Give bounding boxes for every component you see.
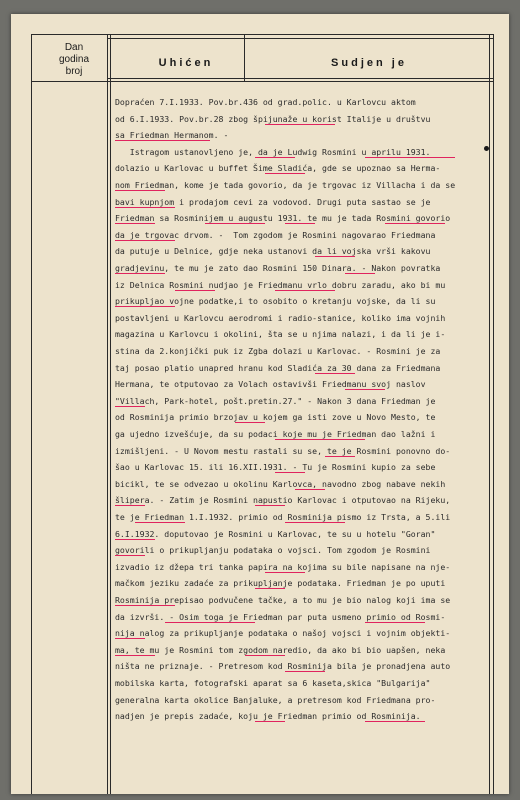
typed-line: 6.I.1932. doputovao je Rosmini u Karlovac, te su u hotelu "Goran" [115,528,436,539]
red-pencil-underline [115,273,165,274]
red-pencil-underline [365,157,455,158]
red-pencil-underline [175,290,215,291]
typed-line: nom Friedman, kome je tada govorio, da je trgovac iz Villacha i da se [115,180,456,190]
red-pencil-underline [255,721,285,722]
typed-line: mobilska karta, fotografski aparat sa 6 kaseta,skica "Bulgarija" [115,678,431,688]
header-godina-line: godina [58,54,90,65]
red-pencil-underline [295,489,325,490]
column-header-sudjen: Sudjen je [331,57,407,69]
typed-line: da putuje u Delnice, gdje neka ustanovi da li vojska vrši kakovu [115,246,431,257]
typed-line: Rosminija prepisao podvučene tačke, a to mu je bio nalog koji ima se [115,595,451,605]
typed-line: ga ujedno izvešćuje, da su podaci koje mu je Friedman dao lažni i [115,429,436,439]
red-pencil-underline [115,306,175,307]
typed-line: sa Friedman Hermanom. - [115,130,229,141]
red-pencil-underline [365,721,425,722]
red-pencil-underline [115,240,175,241]
red-pencil-underline [115,605,175,606]
red-pencil-underline [115,539,155,540]
typed-line: dolazio u Karlovac u buffet Šime Sladića, gde se upoznao sa Herma- [115,163,441,174]
red-pencil-underline [265,173,305,174]
red-pencil-underline [165,622,255,623]
typed-line: da je trgovac drvom. - Tom zgodom je Rosmini nagovarao Friedmana [115,229,436,240]
document-page [11,14,509,794]
typed-line: Hermana, te otputovao za Volach ostavivši Friedmanu svoj naslov [115,379,426,390]
column-rule-1 [107,34,108,794]
red-pencil-underline [235,422,265,423]
typed-line: nija nalog za prikupljanje podataka o našoj vojsci i vojnim objekti- [115,628,451,639]
red-pencil-underline [315,256,355,257]
right-margin-rule [489,34,490,794]
typed-line: bavi kupnjom i prodajom cevi za vodovod. Drugi puta sastao se je [115,196,431,207]
typed-line: Istragom ustanovljeno je, da je Ludwig Rosmini u aprilu 1931. [115,146,431,157]
header-inner-top-rule [107,38,493,39]
typed-line: iz Delnica Rosmini nudjao je Friedmanu vrlo dobru zaradu, ako bi mu [115,279,446,290]
red-pencil-underline [285,671,325,672]
header-inner-rule [107,78,493,79]
red-pencil-underline [345,389,385,390]
typed-line: taj posao platio unapred hranu kod Sladića za 30 dana za Friedmana [115,362,441,373]
header-dan-line: Dan [64,42,84,53]
typed-line: od 6.I.1933. Pov.br.28 zbog špijunaže u korist Italije u društvu [115,113,431,124]
red-pencil-underline [115,140,210,141]
punch-hole [484,146,489,151]
typed-line: bicikl, te se odvezao u okolinu Karlovca, navodno zbog nabave nekih [115,478,446,489]
red-pencil-underline [255,588,285,589]
red-pencil-underline [115,223,155,224]
red-pencil-underline [115,190,165,191]
red-pencil-underline [345,273,375,274]
header-bottom-rule [31,81,493,82]
typed-line: generalna karta okolice Banjaluke, a pretresom kod Friedmana pro- [115,694,436,705]
header-broj-line: broj [65,66,83,77]
column-rule-1b [110,34,111,794]
typed-line: "Villach, Park-hotel, pošt.pretin.27." - Nakon 3 dana Friedman je [115,395,436,406]
typed-line: šlipera. - Zatim je Rosmini napustio Karlovac i otputovao na Rijeku, [115,495,451,506]
typed-line: izmišljeni. - U Novom mestu rastali su se, te je Rosmini ponovno do- [115,445,451,456]
red-pencil-underline [115,505,145,506]
red-pencil-underline [285,522,345,523]
red-pencil-underline [365,622,425,623]
red-pencil-underline [205,223,265,224]
table-top-rule [31,34,493,35]
red-pencil-underline [115,638,145,639]
typed-line: Friedman sa Rosminijem u augustu 1931. te mu je tada Rosmini govorio [115,213,451,224]
red-pencil-underline [115,555,145,556]
red-pencil-underline [115,406,145,407]
red-pencil-underline [245,655,285,656]
typed-line: ništa ne priznaje. - Pretresom kod Rosminija bila je pronadjena auto [115,661,451,672]
red-pencil-underline [275,472,305,473]
red-pencil-underline [315,373,355,374]
typed-line: nadjen je prepis zadaće, koju je Friedman primio od Rosminija. [115,711,421,722]
typed-line: prikupljao vojne podatke,i to osobito o kretanju vojske, da li su [115,296,436,307]
column-header-uhicen: Uhićen [158,57,214,69]
typed-line: govorili o prikupljanju podataka o vojsci. Tom zgodom je Rosmini [115,545,431,556]
typed-line: od Rosminija primio brzojav u kojem ga isti zove u Novo Mesto, te [115,412,436,423]
typed-line: Dopraćen 7.I.1933. Pov.br.436 od grad.polic. u Karlovcu aktom [115,97,416,107]
red-pencil-underline [275,439,365,440]
red-pencil-underline [115,207,175,208]
red-pencil-underline [385,223,445,224]
red-pencil-underline [255,505,285,506]
typed-line: postavljeni u Karlovcu aerodromi i radio-stanice, koliko ima vojnih [115,312,446,323]
typed-line: izvadio iz džepa tri tanka papira na kojima su bile napisane na nje- [115,561,451,572]
typed-line: magazina u Karlovcu i okolini, šta se u njima nalazi, i da li je i- [115,329,446,340]
typed-line: mačkom jeziku zadaće za prikupljanje podataka. Friedman je po uputi [115,578,446,589]
red-pencil-underline [325,456,355,457]
typed-line: gradjevinu, te mu je zato dao Rosmini 150 Dinara. - Nakon povratka [115,263,441,273]
red-pencil-underline [265,124,335,125]
red-pencil-underline [275,290,335,291]
typed-line: ma, te mu je Rosmini tom zgodom naredio, da ako bi bio uapšen, neka [115,644,446,655]
typed-line: stina da 2.konjički puk iz Zgba dolazi u Karlovac. - Rosmini je za [115,346,441,356]
right-margin-rule-b [493,34,494,794]
red-pencil-underline [285,223,315,224]
left-margin-rule [31,34,32,794]
typed-line: te je Friedman 1.I.1932. primio od Rosminija pismo iz Trsta, a 5.ili [115,512,451,522]
column-header-dan [38,42,110,78]
typed-line: da izvrši. - Osim toga je Friedman par puta usmeno primio od Rosmi- [115,611,446,622]
typed-line: šao u Karlovac 15. ili 16.XII.1931. - Tu je Rosmini kupio za sebe [115,462,436,473]
red-pencil-underline [255,157,295,158]
red-pencil-underline [115,655,155,656]
red-pencil-underline [135,522,185,523]
red-pencil-underline [265,572,305,573]
